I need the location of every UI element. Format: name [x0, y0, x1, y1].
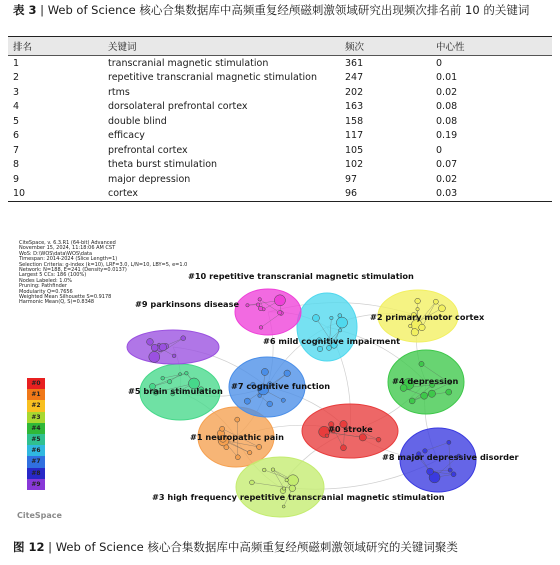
keyword-node — [278, 310, 282, 314]
metadata-line: Nodes Labeled: 1.0% — [19, 277, 72, 284]
keyword-node — [325, 434, 329, 438]
cluster-label: #1 neuropathic pain — [190, 432, 284, 442]
cluster-region — [236, 457, 324, 517]
legend-swatch: #9 — [27, 479, 45, 490]
cell-centrality: 0 — [436, 57, 443, 69]
keyword-node — [247, 450, 251, 454]
cell-keyword: major depression — [108, 173, 191, 185]
table-header-row — [8, 37, 552, 56]
legend-swatch: #5 — [27, 434, 45, 445]
keyword-node — [330, 316, 333, 319]
keyword-node — [427, 468, 434, 475]
metadata-line: Modularity Q=0.7656 — [19, 288, 73, 295]
keyword-node — [312, 315, 319, 322]
keyword-node — [289, 485, 295, 491]
keyword-node — [421, 392, 428, 399]
metadata-line: Pruning: Pathfinder — [19, 283, 67, 290]
cell-frequency: 117 — [345, 130, 364, 142]
legend-swatch: #0 — [27, 378, 45, 389]
keyword-node — [220, 426, 225, 431]
table-row — [8, 71, 552, 86]
keyword-node — [235, 417, 240, 422]
cell-rank: 8 — [13, 159, 20, 171]
cell-centrality: 0.19 — [436, 130, 458, 142]
keyword-node — [167, 379, 171, 383]
keyword-node — [419, 361, 424, 366]
citespace-logo: CiteSpace — [17, 511, 62, 520]
legend-swatch: #1 — [27, 389, 45, 400]
metadata-line: Timespan: 2014-2024 (Slice Length=1) — [19, 256, 118, 263]
cluster-label: #8 major depressive disorder — [382, 452, 519, 462]
keyword-node — [244, 398, 250, 404]
cell-rank: 4 — [13, 101, 20, 113]
keyword-node — [409, 324, 413, 328]
table-row — [8, 143, 552, 158]
cell-rank: 9 — [13, 173, 20, 185]
metadata-line: Selection Criteria: g-index (k=10), LRF=3.0, L/N=10, LBY=5, e=1.0 — [19, 261, 188, 268]
header-centrality: 中心性 — [431, 37, 552, 56]
cluster-region — [297, 293, 357, 361]
table-caption-label: 表 3 — [13, 3, 37, 17]
keyword-node — [411, 329, 418, 336]
keyword-node — [433, 299, 438, 304]
keyword-node — [326, 345, 331, 350]
cell-keyword: efficacy — [108, 130, 145, 142]
cell-centrality: 0.07 — [436, 159, 458, 171]
cell-rank: 1 — [13, 57, 20, 69]
cell-keyword: cortex — [103, 187, 340, 202]
keyword-node — [376, 437, 381, 442]
keyword-node — [267, 401, 273, 407]
cell-centrality: 0.02 — [436, 86, 458, 98]
cluster-region — [127, 330, 219, 364]
cluster-region — [235, 289, 301, 335]
cell-keyword: dorsolateral prefrontal cortex — [108, 101, 248, 113]
table-row — [8, 158, 552, 173]
cell-frequency: 96 — [340, 187, 431, 202]
legend-swatch: #6 — [27, 445, 45, 456]
cell-rank: 7 — [13, 144, 20, 156]
cluster-label: #0 stroke — [328, 424, 373, 434]
keyword-node — [257, 444, 262, 449]
table-caption — [13, 3, 543, 18]
cell-frequency: 97 — [345, 173, 358, 185]
keyword-node — [338, 314, 342, 318]
table-row — [8, 85, 552, 100]
metadata-line: Harmonic Mean(Q, S)=0.8348 — [19, 299, 95, 306]
keyword-node — [259, 326, 263, 330]
metadata-line: Weighted Mean Silhouette S=0.9178 — [19, 294, 112, 301]
keyword-node — [161, 376, 165, 380]
cell-frequency: 163 — [345, 101, 364, 113]
cell-frequency: 202 — [345, 86, 364, 98]
cell-centrality: 0.08 — [436, 101, 458, 113]
caption-separator: | — [40, 3, 48, 17]
keyword-node — [447, 440, 451, 444]
cell-rank: 5 — [13, 115, 20, 127]
keyword-node — [172, 354, 176, 358]
keyword-node — [439, 305, 446, 312]
cell-frequency: 158 — [345, 115, 364, 127]
table-row — [8, 114, 552, 129]
keyword-node — [258, 298, 261, 301]
header-rank: 排名 — [8, 37, 103, 56]
table-caption-text: Web of Science 核心合集数据库中高频重复经颅磁刺激领域研究出现频次排名前 10 的关键词 — [47, 3, 530, 17]
cell-centrality: 0.03 — [431, 187, 552, 202]
legend-swatch: #2 — [27, 400, 45, 411]
cell-centrality: 0.02 — [436, 173, 458, 185]
cell-frequency: 105 — [345, 144, 364, 156]
keyword-node — [281, 398, 285, 402]
cluster-label: #2 primary motor cortex — [370, 312, 485, 322]
metadata-line: CiteSpace, v. 6.3.R1 (64-bit) Advanced — [19, 240, 116, 246]
keyword-node — [416, 308, 419, 311]
keyword-node — [224, 445, 229, 450]
keyword-node — [448, 468, 452, 472]
cluster-color-legend — [27, 378, 45, 490]
keyword-node — [147, 339, 154, 346]
keyword-node — [235, 455, 240, 460]
cluster-label: #5 brain stimulation — [128, 386, 223, 396]
keyword-node — [428, 390, 435, 397]
keyword-node — [409, 398, 415, 404]
cell-keyword: prefrontal cortex — [108, 144, 188, 156]
cell-rank: 2 — [13, 72, 20, 84]
cell-keyword: theta burst stimulation — [108, 159, 218, 171]
keyword-node — [271, 468, 275, 472]
cell-keyword: transcranial magnetic stimulation — [108, 57, 269, 69]
keyword-node — [284, 370, 290, 376]
caption-separator: | — [48, 540, 56, 554]
keyword-frequency-table — [8, 36, 552, 202]
cell-keyword: repetitive transcranial magnetic stimulation — [108, 72, 317, 84]
keyword-node — [151, 344, 158, 351]
legend-swatch: #3 — [27, 412, 45, 423]
cell-centrality: 0 — [436, 144, 443, 156]
keyword-node — [336, 317, 347, 328]
legend-swatch: #4 — [27, 423, 45, 434]
table-row — [8, 187, 552, 202]
cell-keyword: double blind — [108, 115, 167, 127]
keyword-node — [359, 434, 366, 441]
keyword-node — [250, 480, 255, 485]
keyword-node — [285, 478, 288, 481]
cell-rank: 6 — [13, 130, 20, 142]
keyword-node — [256, 303, 260, 307]
keyword-node — [179, 373, 182, 376]
figure-caption-text: Web of Science 核心合集数据库中高频重复经颅磁刺激领域研究的关键词聚类 — [55, 540, 458, 554]
keyword-node — [317, 346, 322, 351]
keyword-node — [258, 306, 262, 310]
cluster-label: #7 cognitive function — [231, 381, 331, 391]
cell-frequency: 102 — [345, 159, 364, 171]
keyword-node — [419, 324, 425, 330]
keyword-node — [446, 389, 452, 395]
header-frequency: 频次 — [340, 37, 431, 56]
metadata-line: WoS: D:\WOS\data\WOS\data — [19, 250, 93, 257]
keyword-node — [149, 351, 160, 362]
keyword-node — [261, 368, 268, 375]
cell-rank: 10 — [8, 187, 103, 202]
keyword-node — [185, 371, 189, 375]
cluster-label: #10 repetitive transcranial magnetic stimulation — [188, 271, 414, 281]
keyword-node — [287, 475, 298, 486]
keyword-node — [282, 505, 285, 508]
cell-centrality: 0.08 — [436, 115, 458, 127]
cell-frequency: 361 — [345, 57, 364, 69]
keyword-node — [339, 329, 342, 332]
cluster-label: #4 depression — [392, 376, 459, 386]
header-keyword: 关键词 — [103, 37, 340, 56]
table-row — [8, 129, 552, 144]
cluster-label: #6 mild cognitive impairment — [263, 336, 401, 346]
keyword-node — [159, 344, 166, 351]
table-row — [8, 172, 552, 187]
cell-keyword: rtms — [108, 86, 130, 98]
keyword-node — [274, 295, 285, 306]
metadata-line: Network: N=188, E=241 (Density=0.0137) — [19, 267, 127, 274]
legend-swatch: #7 — [27, 456, 45, 467]
figure-caption-label: 图 12 — [13, 540, 45, 554]
cell-centrality: 0.01 — [436, 72, 458, 84]
metadata-line: November 15, 2024, 11:18:06 AM CST — [19, 245, 116, 252]
cell-rank: 3 — [13, 86, 20, 98]
cluster-label: #9 parkinsons disease — [135, 299, 240, 309]
keyword-node — [282, 487, 285, 490]
cluster-label: #3 high frequency repetitive transcranial magnetic stimulation — [152, 492, 445, 502]
keyword-node — [258, 394, 262, 398]
legend-swatch: #8 — [27, 468, 45, 479]
cell-frequency: 247 — [345, 72, 364, 84]
metadata-line: Largest 5 CCs: 186 (100%) — [19, 272, 87, 279]
keyword-node — [451, 472, 456, 477]
keyword-node — [246, 304, 249, 307]
figure-caption — [13, 540, 458, 555]
citespace-metadata — [19, 241, 187, 306]
table-row — [8, 100, 552, 115]
keyword-node — [340, 445, 346, 451]
keyword-node — [262, 468, 266, 472]
keyword-node — [181, 336, 186, 341]
table-body — [8, 56, 552, 202]
keyword-node — [415, 298, 421, 304]
table-row — [8, 56, 552, 71]
